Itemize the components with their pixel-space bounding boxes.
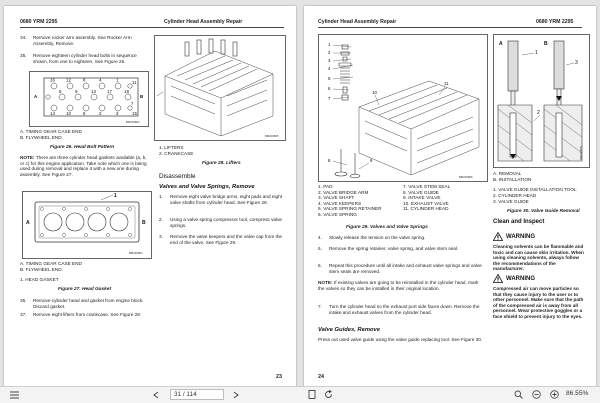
legend-line: 9. INTAKE VALVE (403, 195, 441, 201)
legend-column-left (318, 184, 398, 218)
page-23 (4, 6, 296, 386)
warning-icon (493, 232, 503, 241)
section-title-header: Cylinder Head Assembly Repair (318, 19, 397, 25)
legend-line: 1. VALVE GUIDE INSTALLATION TOOL (493, 187, 577, 192)
viewer-toolbar (0, 386, 600, 403)
figure-code: BM000864 (126, 120, 140, 124)
bolt-label: 9 (75, 89, 78, 94)
note-text: If existing valves are going to be reinstalled in the cylinder head, mark the valves so they can be installed in their original location. (318, 280, 479, 291)
figure-code: BM000865 (265, 134, 279, 138)
bolt-label: 11 (132, 80, 137, 85)
side-label-b: B (140, 94, 144, 99)
page-24 (304, 6, 596, 386)
gasket-drawing (23, 192, 151, 258)
header-rule (318, 27, 582, 28)
legend-line: 2. CYLINDER HEAD (493, 193, 537, 198)
step-text: Remove eight lifters from crankcase. See Figure 28. (33, 312, 142, 317)
section-title-header: Cylinder Head Assembly Repair (164, 19, 243, 25)
callout-label: 10 (372, 90, 377, 95)
legend-line: 10. EXHAUST VALVE (403, 200, 449, 206)
side-label-b: B (544, 41, 548, 47)
legend-line: 5. VALVE SPRING RETAINER (318, 206, 382, 212)
search-icon[interactable] (512, 389, 524, 400)
zoom-level[interactable]: 86.55% (566, 390, 589, 397)
legend-line: 2. VALVE BRIDGE ARM (318, 189, 369, 195)
legend-line: A. REMOVAL (493, 171, 522, 176)
note-paragraph (20, 155, 148, 177)
callout-label: 5 (328, 76, 331, 81)
lifters-drawing (155, 36, 285, 140)
step-text: Turn the cylinder head so the exhaust port side faces down. Remove the intake and exhaust valves from the cylinder head. (329, 304, 480, 315)
step-text: Remove the valve keepers and the valve cap from the end of the valve. See Figure 29. (170, 234, 283, 245)
menu-icon[interactable] (8, 389, 20, 400)
figure-27-head-gasket (22, 191, 152, 259)
zoom-out-icon[interactable] (530, 389, 542, 400)
rotate-icon[interactable] (322, 389, 334, 400)
callout-label: 2 (537, 110, 540, 116)
page-number-field[interactable]: 31 / 114 (170, 389, 224, 400)
legend-line: B. FLYWHEEL END (20, 135, 62, 140)
bolt-label: 17 (107, 89, 112, 94)
legend-line: B. INSTALLATION (493, 177, 532, 182)
callout-label: 7 (328, 96, 331, 101)
step-num: 5. (318, 246, 322, 251)
bolt-label: 13 (91, 89, 96, 94)
callout-label: 1 (114, 193, 117, 199)
note-label: NOTE: (20, 155, 35, 160)
legend-column-right (403, 184, 485, 212)
header-rule (20, 27, 284, 28)
callout-label: 11 (444, 81, 449, 86)
step-text: Slowly release the tension on the valve spring. (329, 235, 426, 240)
side-label-b: B (142, 220, 146, 226)
bolt-label: 3 (116, 111, 119, 116)
doc-id-header: 0680 YRM 2295 (20, 19, 58, 25)
step-num: 4. (318, 235, 322, 240)
legend-line: 6. VALVE SPRING (318, 211, 357, 217)
figure-code: BM000866 (459, 175, 473, 179)
figure-28-lifters (154, 35, 286, 141)
figure-caption: Figure 29. Valves and Valve Springs (346, 225, 428, 230)
legend-line: 1. LIFTERS (159, 145, 184, 150)
legend-line: 3. VALVE GUIDE (493, 199, 529, 204)
step-num: 36. (20, 298, 27, 303)
bolt-label: 16 (50, 77, 55, 83)
step-text: Remove eighteen cylinder head bolts in sequence shown, from one to eighteen. See Figure 26. (33, 53, 137, 64)
valve-guide-drawing (494, 35, 589, 167)
page-number: 23 (276, 374, 282, 380)
figure-caption: Figure 27. Head Gasket (58, 287, 112, 292)
step-num: 34. (20, 35, 27, 40)
step-text: Repeat this procedure until all intake and exhaust valve springs and valve stem seals are removed. (329, 263, 482, 274)
step-num: 35. (20, 53, 27, 58)
step-text: Remove cylinder head and gasket from engine block. Discard gasket. (33, 298, 144, 309)
legend-line: 4. VALVE KEEPERS (318, 200, 362, 206)
page-number: 24 (318, 374, 324, 380)
bolt-label: 2 (99, 111, 102, 116)
warning-label: WARNING (506, 234, 535, 241)
bolt-label: 10 (66, 111, 71, 116)
bolt-pattern-drawing (30, 72, 148, 126)
step-text: Using a valve spring compressor tool, compress valve springs. (170, 217, 283, 228)
callout-label: 1 (535, 50, 538, 56)
callout-label: 4 (328, 66, 331, 71)
subsection-heading: Valves and Valve Springs, Remove (159, 184, 255, 190)
note-text: There are three cylinder head gaskets available (a, b, or c) for this engine application. Take note which one is being used during removal and replace it with a new one during assembly. See Figure 27. (20, 155, 147, 177)
figure-caption: Figure 30. Valve Guide Removal (507, 209, 580, 214)
next-page-icon[interactable] (230, 389, 242, 400)
figure-code: BM000864 (129, 251, 143, 255)
bolt-label: 15 (132, 111, 137, 116)
figure-30-valve-guide-removal (493, 34, 590, 168)
side-label-a: A (26, 220, 30, 226)
legend-line: 1. HEAD GASKET (20, 277, 59, 282)
note-label: NOTE: (318, 280, 333, 285)
warning-text: Compressed air can move particles so that they cause injury to the user or to other personnel. Make sure that the path of the compressed air is away from all personnel. Wear protective goggles or a face shield to prevent injury to the eyes. (493, 286, 584, 319)
callout-label: 3 (328, 58, 331, 63)
side-label-a: A (34, 94, 38, 99)
figure-26-head-bolt-pattern (29, 71, 149, 127)
zoom-in-icon[interactable] (548, 389, 560, 400)
bolt-label: 4 (99, 77, 102, 83)
figure-29-valves-and-springs (318, 34, 488, 182)
callout-label: 1 (328, 42, 331, 47)
bolt-label: 8 (83, 77, 86, 83)
legend-line: 3. VALVE SHAFT (318, 195, 355, 201)
legend-line: A. TIMING GEAR CASE END (20, 261, 82, 266)
step-num: 1. (159, 194, 163, 199)
figure-caption: Figure 28. Lifters (202, 161, 241, 166)
previous-page-icon[interactable] (150, 389, 162, 400)
valves-drawing (319, 35, 487, 181)
bolt-label: 12 (66, 77, 71, 83)
step-num: 3. (159, 234, 163, 239)
legend-line: 2. CRANKCASE (159, 151, 194, 156)
step-num: 37. (20, 312, 27, 317)
callout-label: 2 (328, 50, 331, 55)
callout-label: 9 (370, 158, 373, 163)
section-heading: Disassemble (159, 173, 196, 180)
warning-heading (493, 232, 535, 241)
bolt-label: 5 (59, 89, 62, 94)
legend-line: 11. CYLINDER HEAD (403, 206, 449, 212)
legend-line: B. FLYWHEEL END (20, 267, 62, 272)
step-num: 7. (318, 304, 322, 309)
warning-icon (493, 274, 503, 283)
step-num: 2. (159, 217, 163, 222)
bolt-label: 6 (83, 111, 86, 116)
warning-heading (493, 274, 535, 283)
warning-text: Cleaning solvents can be flammable and toxic and can cause skin irritation. When using cleaning solvents, always follow the recommendations of the manufacturer. (493, 244, 584, 272)
body-paragraph: Press out used valve guide using the valve guide replacing tool. See Figure 30. (318, 337, 483, 342)
side-label-a: A (499, 41, 503, 47)
bolt-label: 1 (116, 77, 119, 83)
step-text: Remove rocker arm assembly. See Rocker Arm Assembly, Remove. (33, 35, 132, 46)
legend-line: A. TIMING GEAR CASE END (20, 129, 82, 134)
bolt-label: 18 (124, 89, 129, 94)
step-text: Remove eight valve bridge arms, eight pads and eight valve shafts from cylinder head. See Figure 29. (170, 194, 283, 205)
subsection-heading: Valve Guides, Remove (318, 327, 380, 333)
fit-page-icon[interactable] (306, 389, 318, 400)
legend-line: 7. VALVE STEM SEAL (403, 184, 451, 189)
bolt-label: 14 (50, 111, 55, 116)
doc-id-header: 0680 YRM 2295 (536, 19, 574, 25)
figure-caption: Figure 26. Head Bolt Pattern (50, 145, 115, 150)
callout-label: 6 (328, 86, 331, 91)
warning-label: WARNING (506, 276, 535, 283)
callout-label: 8 (328, 158, 331, 163)
note-paragraph (318, 280, 482, 291)
figure-code: BM000878 (579, 146, 583, 160)
bolt-label: 7 (131, 101, 134, 106)
step-text: Remove the spring retainer, valve spring, and valve stem seal. (329, 246, 459, 251)
legend-line: 8. VALVE GUIDE (403, 189, 439, 195)
section-heading: Clean and Inspect (493, 219, 545, 225)
legend-line: 1. PAD (318, 184, 333, 189)
step-num: 6. (318, 263, 322, 268)
callout-label: 3 (575, 60, 578, 66)
